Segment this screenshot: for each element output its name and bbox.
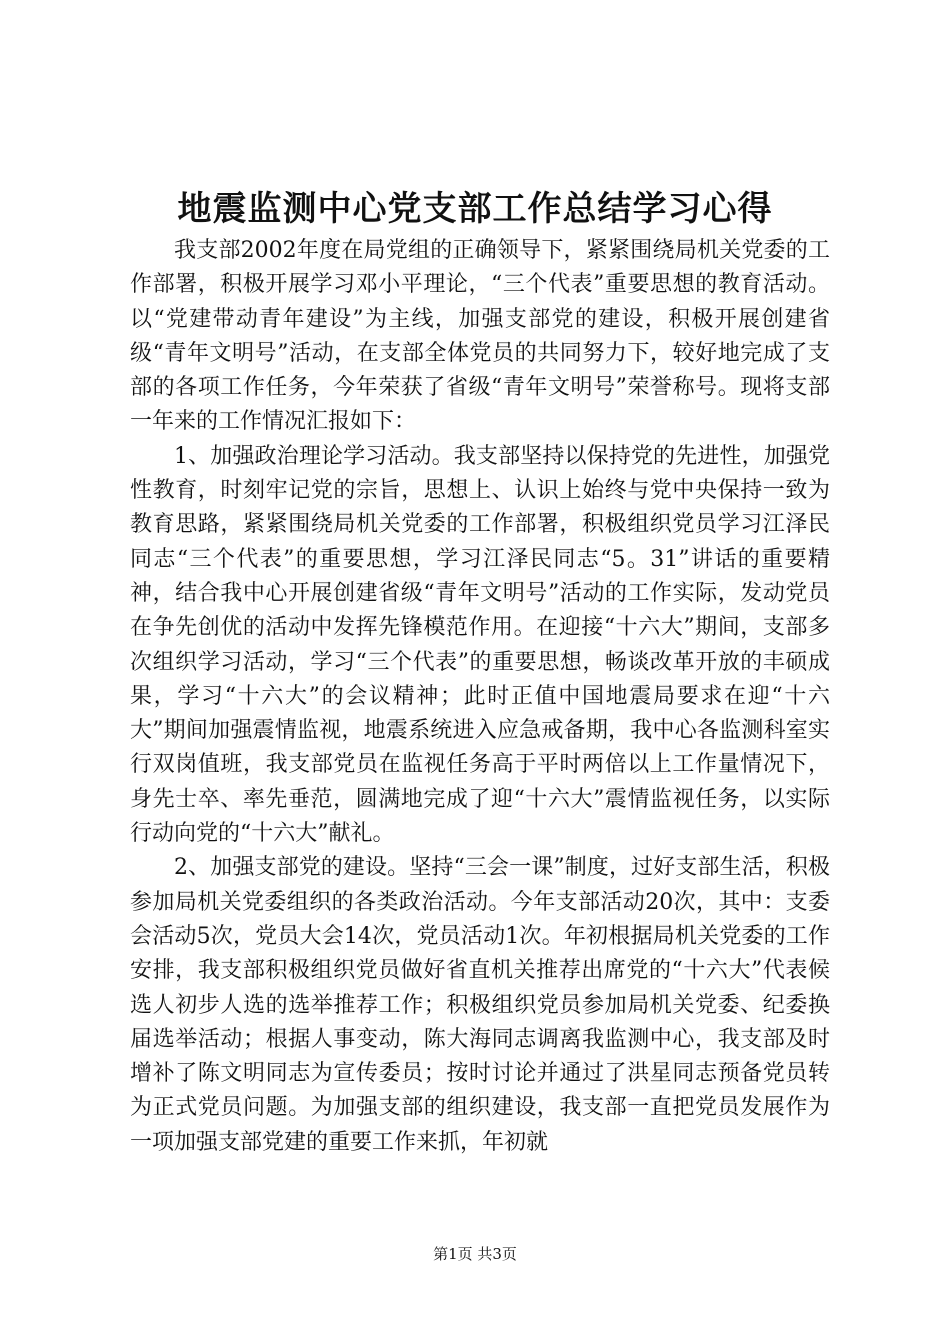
paragraph-political-study: 1、加强政治理论学习活动。我支部坚持以保持党的先进性，加强党性教育，时刻牢记党的宗旨，思想上、认识上始终与党中央保持一致为教育思路，紧紧围绕局机关党委的工作部署，积极组织党员学习江泽民同志“三个代表”的重要思想，学习江泽民同志“5。31”讲话的重要精神，结合我中心开展创建省级“青年文明号”活动的工作实际，发动党员在争先创优的活动中发挥先锋模范作用。在迎接“十六大”期间，支部多次组织学习活动，学习“三个代表”的重要思想，畅谈改革开放的丰硕成果，学习“十六大”的会议精神；此时正值中国地震局要求在迎“十六大”期间加强震情监视，地震系统进入应急戒备期，我中心各监测科室实行双岗值班，我支部党员在监视任务高于平时两倍以上工作量情况下，身先士卒、率先垂范，圆满地完成了迎“十六大”震情监视任务，以实际行动向党的“十六大”献礼。 bbox=[130, 443, 830, 847]
page-footer: 第1页 共3页 bbox=[433, 1245, 517, 1263]
document-title: 地震监测中心党支部工作总结学习心得 bbox=[177, 189, 773, 229]
paragraph-party-building: 2、加强支部党的建设。坚持“三会一课”制度，过好支部生活，积极参加局机关党委组织的各类政治活动。今年支部活动20次，其中：支委会活动5次，党员大会14次，党员活动1次。年初根据局机关党委的工作安排，我支部积极组织党员做好省直机关推荐出席党的“十六大”代表候选人初步人选的选举推荐工作；积极组织党员参加局机关党委、纪委换届选举活动；根据人事变动，陈大海同志调离我监测中心，我支部及时增补了陈文明同志为宣传委员；按时讨论并通过了洪星同志预备党员转为正式党员问题。为加强支部的组织建设，我支部一直把党员发展作为一项加强支部党建的重要工作来抓，年初就 bbox=[130, 855, 830, 1155]
document-body bbox=[130, 234, 830, 1160]
paragraph-intro: 我支部2002年度在局党组的正确领导下，紧紧围绕局机关党委的工作部署，积极开展学习邓小平理论，“三个代表”重要思想的教育活动。以“党建带动青年建设”为主线，加强支部党的建设，积极开展创建省级“青年文明号”活动，在支部全体党员的共同努力下，较好地完成了支部的各项工作任务，今年荣获了省级“青年文明号”荣誉称号。现将支部一年来的工作情况汇报如下： bbox=[130, 238, 830, 435]
